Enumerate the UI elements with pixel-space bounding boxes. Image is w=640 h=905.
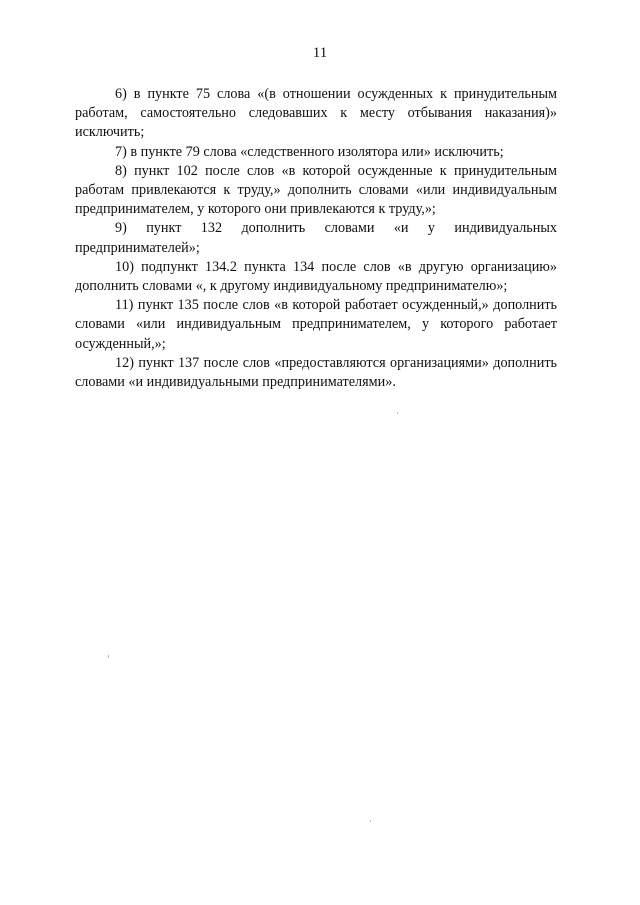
- scan-speck: [397, 412, 398, 414]
- scan-speck: [108, 655, 109, 658]
- page-number: 11: [312, 45, 328, 61]
- paragraph-item-7: 7) в пункте 79 слова «следственного изолятора или» исключить;: [115, 143, 504, 160]
- paragraph-item-9: 9) пункт 132 дополнить словами «и у индивидуальных предпринимателей»;: [75, 220, 557, 256]
- paragraph-item-11: 11) пункт 135 после слов «в которой работает осужденный,» дополнить словами «или индивидуальным предпринимателем, у которого работает осужденный,»;: [75, 297, 557, 352]
- document-body: [75, 85, 557, 392]
- paragraph-item-12: 12) пункт 137 после слов «предоставляются организациями» дополнить словами «и индивидуальными предпринимателями».: [75, 354, 557, 391]
- scan-speck: [370, 820, 371, 822]
- paragraph-item-10: 10) подпункт 134.2 пункта 134 после слов «в другую организацию» дополнить словами «, к другому индивидуальному предпринимателю»;: [75, 258, 557, 295]
- paragraph-item-6: 6) в пункте 75 слова «(в отношении осужденных к принудительным работам, самостоятельно следовавших к месту отбывания наказания)» исключить;: [75, 86, 557, 141]
- paragraph-item-8: 8) пункт 102 после слов «в которой осужденные к принудительным работам привлекаются к труду,» дополнить словами «или индивидуальным предпринимателем, у которого они привлекаются к труду,»;: [75, 162, 557, 218]
